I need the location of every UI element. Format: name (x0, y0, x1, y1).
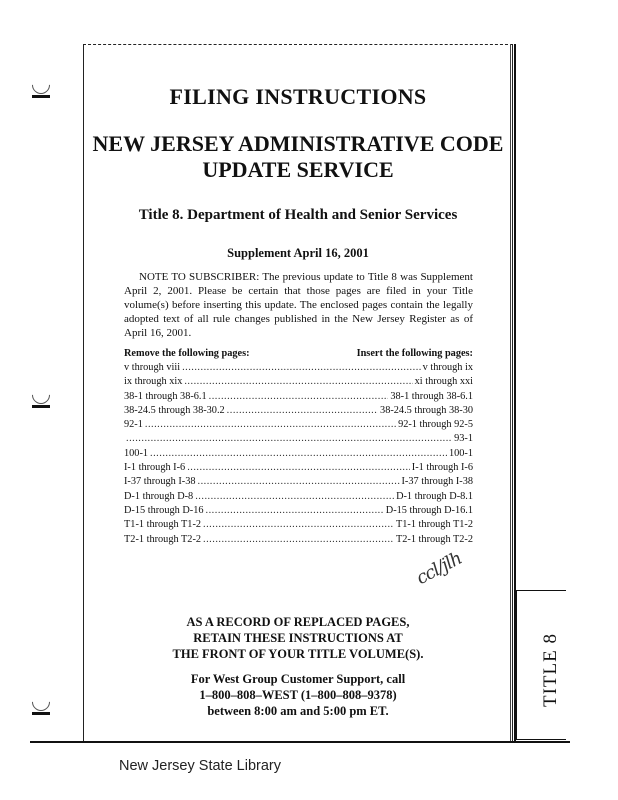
insert-pages: 38-24.5 through 38-30 (380, 404, 473, 416)
insert-pages: I-1 through I-6 (411, 462, 473, 474)
table-header (124, 347, 473, 361)
insert-pages: 93-1 (454, 433, 473, 445)
remove-pages: 38-1 through 38-6.1 (124, 390, 207, 402)
remove-pages: I-1 through I-6 (124, 462, 186, 474)
code-title (83, 131, 513, 183)
handwritten-initials: ccl/jlh (412, 547, 466, 590)
supplement-date: Supplement April 16, 2001 (227, 246, 369, 260)
table-row (124, 475, 473, 489)
dot-leader (206, 504, 384, 518)
remove-pages: D-15 through D-16 (124, 504, 204, 516)
subscriber-note: NOTE TO SUBSCRIBER: The previous update to Title 8 was Supplement April 2, 2001. Please be certain that those pages are filed in your Title volume(s) before inserting this update. The enclosed pages contain the legally adopted text of all rule changes published in the New Jersey Register as of April 16, 2001. (124, 271, 473, 339)
dot-leader (187, 461, 410, 475)
table-row (124, 504, 473, 518)
dot-leader (126, 432, 452, 446)
dot-leader (184, 375, 412, 389)
table-row (124, 361, 473, 375)
insert-pages: D-1 through D-8.1 (396, 490, 473, 502)
remove-pages: T1-1 through T1-2 (124, 519, 202, 531)
page-replacement-table (124, 347, 473, 547)
page-title: FILING INSTRUCTIONS (169, 84, 427, 109)
remove-pages: v through viii (124, 362, 181, 373)
insert-pages: 100-1 (448, 447, 473, 459)
dot-leader (145, 418, 396, 432)
binder-hole-icon (32, 386, 50, 408)
remove-pages: 100-1 (124, 447, 149, 459)
dot-leader (209, 390, 389, 404)
binder-hole-icon (32, 76, 50, 98)
dot-leader (198, 475, 400, 489)
support-line3: between 8:00 am and 5:00 pm ET. (207, 704, 389, 718)
binder-hole-icon (32, 693, 50, 715)
insert-pages: D-15 through D-16.1 (385, 504, 473, 516)
library-stamp: New Jersey State Library (119, 758, 281, 774)
table-row (124, 375, 473, 389)
table-row (124, 490, 473, 504)
remove-header: Remove the following pages: (124, 348, 250, 359)
dot-leader (227, 404, 378, 418)
insert-pages: xi through xxi (414, 376, 473, 388)
code-title-line2: UPDATE SERVICE (202, 157, 394, 182)
insert-pages: 92-1 through 92-5 (398, 419, 473, 431)
dot-leader (195, 490, 394, 504)
table-row (124, 418, 473, 432)
record-line3: THE FRONT OF YOUR TITLE VOLUME(S). (172, 647, 424, 661)
dot-leader (203, 533, 394, 547)
dot-leader (150, 447, 447, 461)
support-line2: 1–800–808–WEST (1–800–808–9378) (199, 688, 397, 702)
dot-leader (182, 361, 421, 375)
remove-pages: D-1 through D-8 (124, 490, 194, 502)
insert-pages: 38-1 through 38-6.1 (390, 390, 473, 402)
support-line1: For West Group Customer Support, call (190, 672, 406, 686)
insert-header: Insert the following pages: (356, 348, 473, 359)
bottom-rule (30, 741, 570, 743)
table-row (124, 461, 473, 475)
dot-leader (203, 518, 394, 532)
support-notice (83, 671, 513, 719)
table-row (124, 533, 473, 547)
record-line2: RETAIN THESE INSTRUCTIONS AT (193, 631, 403, 645)
table-row (124, 404, 473, 418)
table-row (124, 447, 473, 461)
title-heading: Title 8. Department of Health and Senior Services (138, 207, 458, 223)
insert-pages: T1-1 through T1-2 (395, 519, 473, 531)
remove-pages: 92-1 (124, 419, 143, 431)
record-line1: AS A RECORD OF REPLACED PAGES, (186, 615, 410, 629)
insert-pages: v through ix (422, 362, 473, 373)
remove-pages: T2-1 through T2-2 (124, 533, 202, 545)
remove-pages: ix through xix (124, 376, 183, 388)
code-title-line1: NEW JERSEY ADMINISTRATIVE CODE (92, 131, 504, 156)
remove-pages: I-37 through I-38 (124, 476, 196, 488)
insert-pages: I-37 through I-38 (401, 476, 473, 488)
insert-pages: T2-1 through T2-2 (395, 533, 473, 545)
table-row (124, 518, 473, 532)
record-notice (83, 614, 513, 662)
remove-pages: 38-24.5 through 38-30.2 (124, 404, 225, 416)
title-tab-label: TITLE 8 (540, 632, 561, 707)
table-row (124, 432, 473, 446)
table-row (124, 390, 473, 404)
